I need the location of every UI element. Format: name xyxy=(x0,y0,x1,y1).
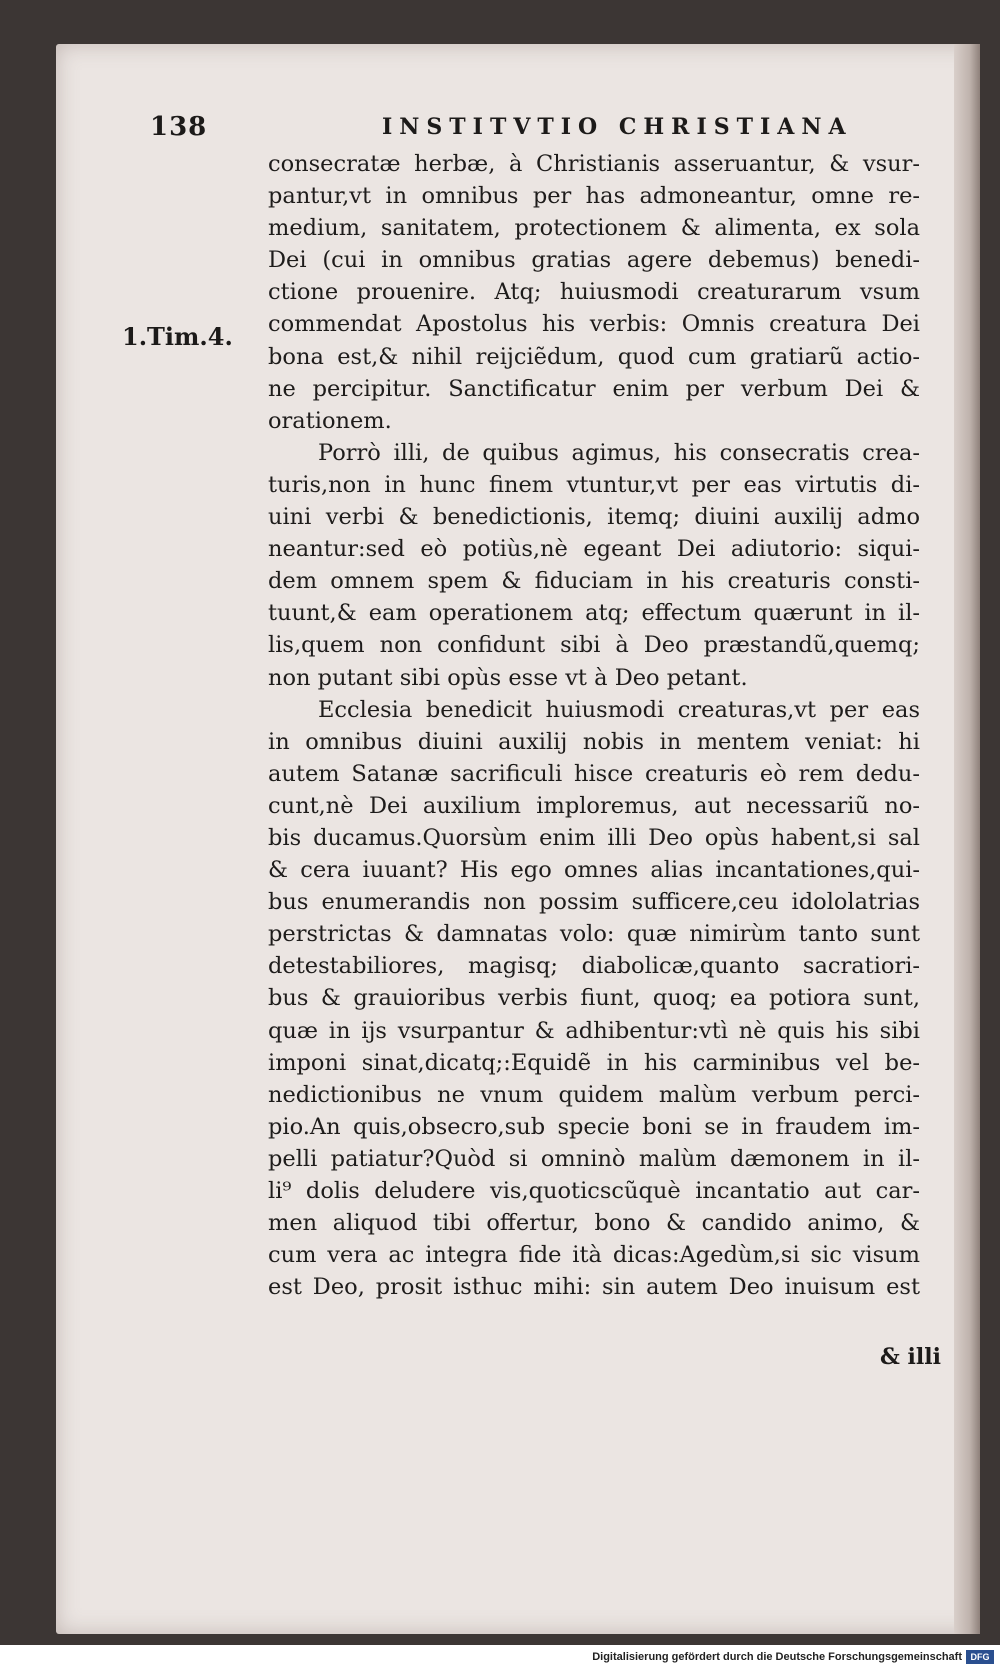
text-line: bus & grauioribus verbis fiunt, quoq; ea potiora sunt, xyxy=(268,985,920,1012)
body-text xyxy=(268,148,920,1303)
text-line: pio.An quis,obsecro,sub specie boni se in fraudem im- xyxy=(268,1113,920,1140)
text-line: men aliquod tibi offertur, bono & candido animo, & xyxy=(268,1210,920,1237)
text-line: lis,quem non confidunt sibi à Deo præstandũ,quemq; xyxy=(268,632,920,659)
text-line: detestabiliores, magisq; diabolicæ,quanto sacratiori- xyxy=(268,953,920,980)
text-line: tuunt,& eam operationem atq; effectum quærunt in il- xyxy=(268,600,920,627)
text-line: li⁹ dolis deludere vis,quoticscũquè incantatio aut car- xyxy=(268,1178,920,1204)
text-line: neantur:sed eò potiùs,nè egeant Dei adiutorio: siqui- xyxy=(268,536,920,563)
running-title: INSTITVTIO CHRISTIANA xyxy=(382,114,853,140)
text-line: cum vera ac integra fide ità dicas:Agedùm,si sic visum xyxy=(268,1242,920,1269)
text-line: uini verbi & benedictionis, itemq; diuini auxilij admo xyxy=(268,504,920,531)
text-line: non putant sibi opùs esse vt à Deo petant. xyxy=(268,664,748,691)
text-line: in omnibus diuini auxilij nobis in mentem veniat: hi xyxy=(268,728,920,755)
text-line: consecratæ herbæ, à Christianis asseruantur, & vsur- xyxy=(268,151,920,177)
margin-note: 1.Tim.4. xyxy=(122,322,233,351)
page-header xyxy=(150,112,910,152)
text-line: ne percipitur. Sanctificatur enim per verbum Dei & xyxy=(268,375,920,402)
footer-credit: Digitalisierung gefördert durch die Deutsche Forschungsgemeinschaft xyxy=(592,1651,962,1663)
digitization-footer xyxy=(0,1645,1000,1673)
text-line: turis,non in hunc finem vtuntur,vt per eas virtutis di- xyxy=(268,471,920,498)
text-line: cunt,nè Dei auxilium imploremus, aut necessariũ no- xyxy=(268,792,920,819)
text-line: bus enumerandis non possim sufficere,ceu idololatrias xyxy=(268,889,920,916)
text-line: quæ in ijs vsurpantur & adhibentur:vtì nè quis his sibi xyxy=(268,1017,920,1044)
text-line: commendat Apostolus his verbis: Omnis creatura Dei xyxy=(268,311,920,338)
dfg-logo: DFG xyxy=(966,1650,994,1664)
text-line: ctione prouenire. Atq; huiusmodi creaturarum vsum xyxy=(268,279,920,306)
text-line: perstrictas & damnatas volo: quæ nimirùm tanto sunt xyxy=(268,921,920,948)
text-line: autem Satanæ sacrificuli hisce creaturis eò rem dedu- xyxy=(268,760,920,787)
text-line: orationem. xyxy=(268,407,392,434)
text-line: est Deo, prosit isthuc mihi: sin autem Deo inuisum est xyxy=(268,1274,920,1301)
text-line: Ecclesia benedicit huiusmodi creaturas,vt per eas xyxy=(318,696,920,723)
text-line: bona est,& nihil reijciẽdum, quod cum gratiarũ actio- xyxy=(268,343,920,370)
text-line: pantur,vt in omnibus per has admoneantur, omne re- xyxy=(268,183,920,210)
text-line: imponi sinat,dicatq;:Equidẽ in his carminibus vel be- xyxy=(268,1049,920,1076)
text-line: medium, sanitatem, protectionem & alimenta, ex sola xyxy=(268,215,920,242)
text-line: & cera iuuant? His ego omnes alias incantationes,qui- xyxy=(268,857,920,884)
text-line: bis ducamus.Quorsùm enim illi Deo opùs habent,si sal xyxy=(268,824,920,851)
text-line: Porrò illi, de quibus agimus, his consecratis crea- xyxy=(318,439,920,466)
text-line: pelli patiatur?Quòd si omninò malùm dæmonem in il- xyxy=(268,1145,920,1172)
text-line: nedictionibus ne vnum quidem malùm verbum perci- xyxy=(268,1081,920,1108)
text-line: Dei (cui in omnibus gratias agere debemus) benedi- xyxy=(268,247,920,274)
text-line: dem omnem spem & fiduciam in his creaturis consti- xyxy=(268,568,920,595)
page-number: 138 xyxy=(150,112,208,142)
page-gutter xyxy=(954,44,980,1634)
catchword: & illi xyxy=(880,1344,941,1370)
